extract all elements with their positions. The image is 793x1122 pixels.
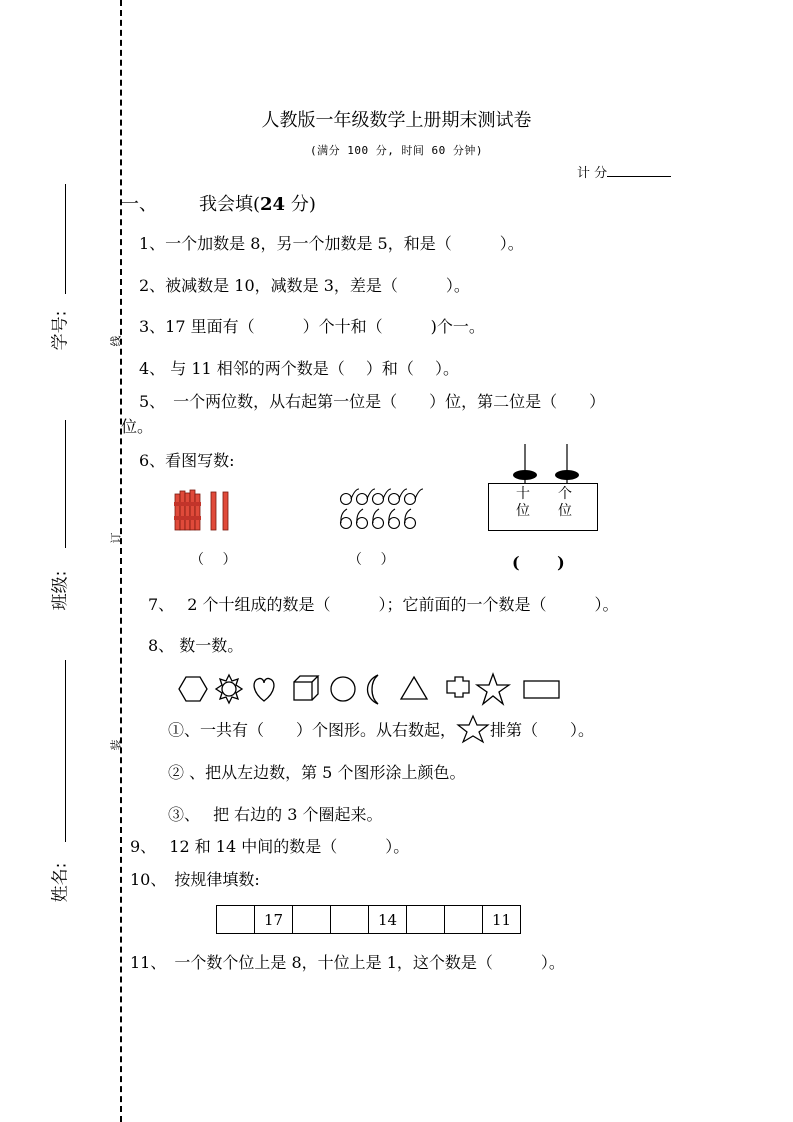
pattern-cell[interactable] — [293, 906, 331, 934]
pattern-cell: 17 — [255, 906, 293, 934]
question-8-1-tail: 排第（ ）。 — [490, 720, 595, 740]
question-10: 10、 按规律填数: — [130, 870, 260, 889]
class-line — [65, 420, 66, 548]
question-8-1 — [168, 716, 594, 746]
question-8-1-text: ①、一共有（ ）个图形。从右数起， — [168, 720, 457, 740]
question-9: 9、 12 和 14 中间的数是（ ）。 — [130, 837, 410, 856]
sun-shape — [216, 675, 242, 703]
pattern-cell[interactable] — [331, 906, 369, 934]
score-field — [577, 162, 671, 181]
question-8-2: ② 、把从左边数，第 5 个图形涂上颜色。 — [168, 763, 466, 782]
answer-blank-3[interactable]: ( ) — [512, 553, 565, 572]
triangle-shape — [401, 677, 427, 699]
question-2: 2、被减数是 10，减数是 3，差是（ ）。 — [139, 276, 470, 295]
star-icon — [456, 714, 490, 744]
pattern-cell[interactable] — [407, 906, 445, 934]
answer-blank-2[interactable]: （ ） — [348, 552, 395, 568]
pattern-table — [216, 905, 521, 934]
rectangle-shape — [524, 681, 559, 698]
section-title — [121, 190, 316, 216]
abacus-ones-bottom: 位 — [558, 503, 572, 519]
answer-blank-1[interactable]: （ ） — [190, 552, 237, 568]
section-points-suffix: 分) — [285, 194, 316, 215]
pattern-cell: 14 — [369, 906, 407, 934]
student-id-label: 学号: — [50, 310, 71, 351]
abacus-frame — [488, 483, 598, 531]
class-label: 班级: — [50, 570, 71, 611]
pattern-cell: 11 — [483, 906, 521, 934]
question-8: 8、 数一数。 — [148, 636, 244, 655]
abacus-rods-image — [510, 444, 590, 484]
score-blank[interactable] — [607, 166, 671, 177]
question-3: 3、17 里面有（ ）个十和（ )个一。 — [139, 317, 485, 336]
question-5-continued: 位。 — [121, 417, 154, 436]
abacus-tens-label — [516, 486, 530, 520]
bind-char-line: 线 — [109, 335, 123, 347]
section-points: 24 — [260, 194, 286, 215]
question-1: 1、一个加数是 8，另一个加数是 5，和是（ ）。 — [139, 234, 524, 253]
abacus-ones-label — [558, 486, 572, 520]
star-shape — [477, 674, 509, 704]
abacus-ones-top: 个 — [558, 486, 572, 502]
name-line — [65, 660, 66, 842]
name-label: 姓名: — [50, 862, 71, 903]
section-number: 一、 — [121, 194, 157, 215]
section-name: 我会填( — [199, 194, 261, 215]
pattern-cell[interactable] — [217, 906, 255, 934]
question-11: 11、 一个数个位上是 8，十位上是 1，这个数是（ ）。 — [130, 953, 565, 972]
bind-char-order: 订 — [109, 532, 123, 544]
cube-shape — [294, 676, 318, 700]
crescent-shape — [368, 675, 379, 704]
bind-char-bind: 装 — [109, 739, 123, 751]
circle-counters-image — [338, 487, 438, 533]
student-id-line — [65, 184, 66, 294]
hexagon-shape — [179, 677, 207, 701]
question-4: 4、 与 11 相邻的两个数是（ ）和（ ）。 — [139, 359, 459, 378]
circle-shape — [331, 677, 355, 701]
binding-dashed-line — [120, 0, 122, 1122]
abacus-tens-top: 十 — [516, 486, 530, 502]
stick-bundle-image — [173, 488, 243, 533]
question-8-3: ③、 把 右边的 3 个圈起来。 — [168, 805, 383, 824]
pattern-cell[interactable] — [445, 906, 483, 934]
score-label: 计 分 — [577, 166, 608, 181]
heart-shape — [254, 678, 274, 701]
cross-shape — [447, 677, 469, 697]
question-6: 6、看图写数: — [139, 451, 235, 470]
abacus-tens-bottom: 位 — [516, 503, 530, 519]
shapes-row — [176, 673, 566, 709]
question-7: 7、 2 个十组成的数是（ ）；它前面的一个数是（ ）。 — [148, 595, 619, 614]
page-title: 人教版一年级数学上册期末测试卷 — [261, 110, 532, 131]
question-5: 5、 一个两位数，从右起第一位是（ ）位，第二位是（ ） — [139, 392, 606, 411]
page-subtitle: (满分 100 分, 时间 60 分钟) — [309, 144, 484, 157]
